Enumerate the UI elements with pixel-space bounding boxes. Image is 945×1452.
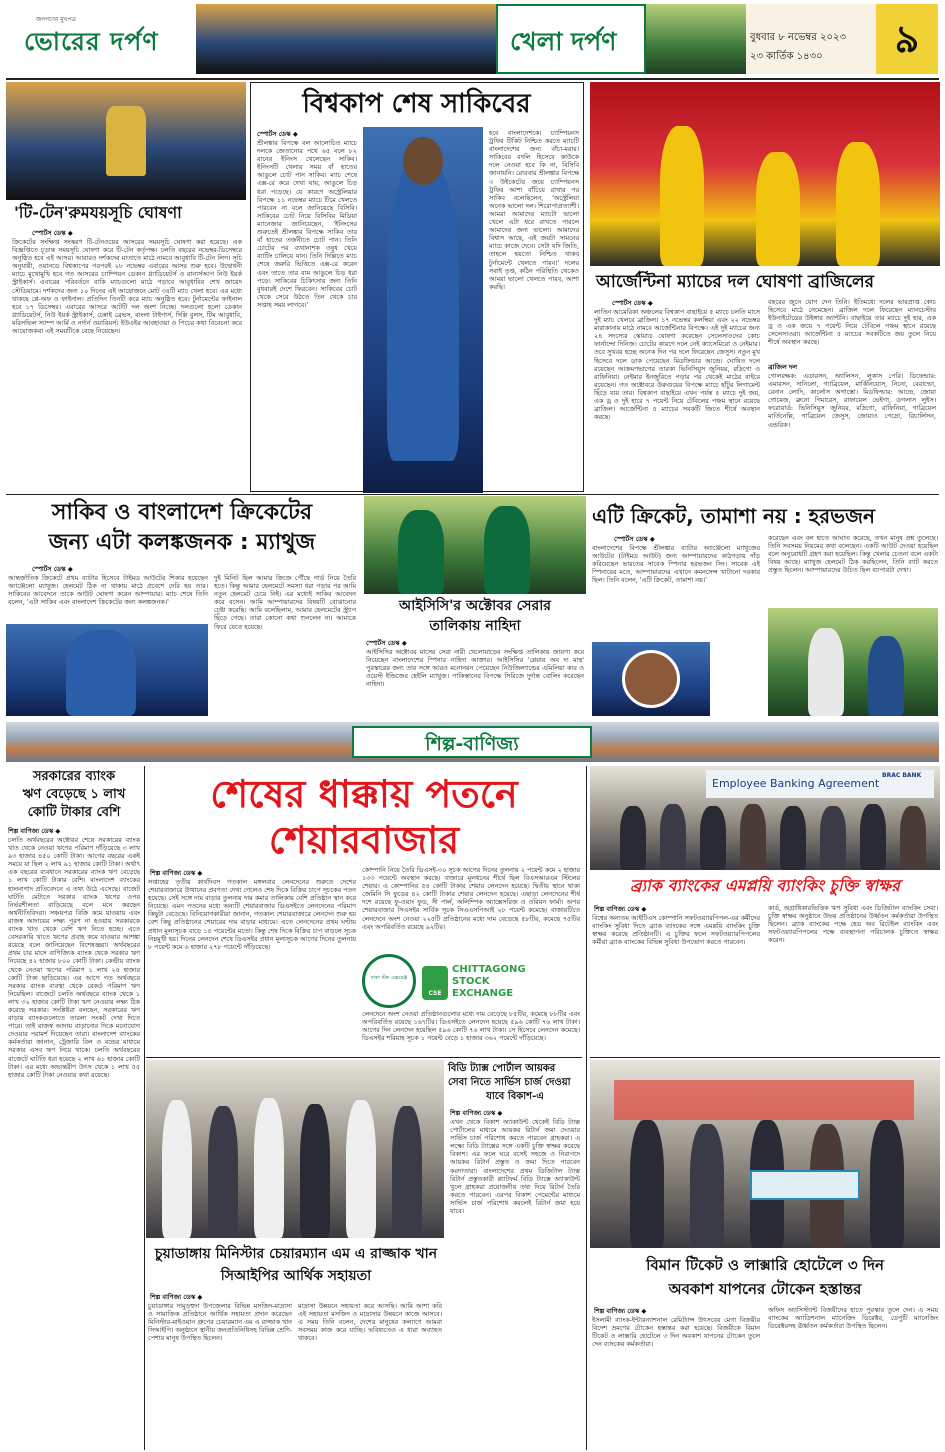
dse-logo — [362, 954, 416, 1008]
harbhajan-col-1: বাংলাদেশের বিপক্ষে শ্রীলঙ্কার ব্যাটার অ্যাঞ্জেলো ম্যাথুজের আউটের (টাইমড আউট) জন্য আম্পায়ারদের কাঠগড়ায় দাঁড় করিয়েছেন ভারতের সাবেক স্পিনার হরভজন সিং। সাবেক এই স্পিনারের মতে, আম্পায়ারদের এখানে কমনসেন্স খাটানো দরকার ছিল। তিনি বলেন, 'এটি ক্রিকেট, তামাশা নয়।' — [592, 544, 760, 585]
article-bkash — [448, 1060, 582, 1450]
person-1 — [620, 806, 646, 870]
brazil-squad: গোলরক্ষক: এডারসন, অ্যালিসন, লুকাস পেরি। ডিফেন্ডার: এমারসন, দানিলো, গ্যাব্রিয়েল, মার্কিনিয়োস, নিনো, বেরাল্ডো, রেনান লোদি, কার্লোস অগাস্তো। মিডফিল্ডার: আন্দ্রে, জোয়া গোমেজ, ব্রুনো গিমারেস, রাফায়েল ভেইগা, ডগলাস লুইস। ফরোয়ার্ড: ভিনিসিয়ুস জুনিয়র, রদ্রিগো, রাফিনিয়া, গাব্রিয়েল মার্তিনেল্লি, গাব্রিয়েল জেসুস, জোয়াও পেদ্রো, রিচার্লিসন, এন্ডরিক। — [768, 372, 936, 429]
cd-person-2 — [208, 1106, 238, 1238]
col-rule-1 — [144, 766, 145, 1450]
mathews-col-1: আন্তর্জাতিক ক্রিকেটে প্রথম ব্যাটার হিসেবে টাইমড আউটের শিকার হয়েছেন অ্যাঞ্জেলো ম্যাথুজ। হেলমেট ঠিক না থাকায় মাঠে প্রবেশে দেরি হয় তার। সাকিবের আবেদনে তাকে আউট ঘোষণা করেন আম্পায়ার। ম্যাচ শেষে তিনি বলেন, 'এটা সাকিব এবং বাংলাদেশ ক্রিকেটের জন্য কলঙ্কজনক।' — [8, 574, 208, 607]
argentina-col-1: লাতিন আমেরিকা অঞ্চলের বিশ্বকাপ বাছাইয়ে ৫ ম্যাচে চলতি মাসে দুই ম্যাচ খেলবে ব্রাজিল। ১৭ নভেম্বর কলম্বিয়া এবং ২২ নভেম্বর মারাকানায় মাঠে নামবে আর্জেন্টিনার বিপক্ষে। এই দুই ম্যাচের জন্য ২৪ সদস্যের স্কোয়াড ঘোষণা করেছেন সেলেসাওদের কোচ ফার্নান্দো দিনিজ। চোটের কারণে দলে নেই ক্যাসেমিরো ও নেইমার। তবে সুখবর হচ্ছে অনেক দিন পর দলে ফিরেছেন জেসুস। নতুন মুখ হিসেবে দলে ডাক পেয়েছেন মিডফিল্ডার আন্দ্রে। ঘোষিত দলে রয়েছেন আক্রমণভাগের তারকা ভিনিসিয়ুস জুনিয়র, রদ্রিগো ও রাফিনিয়া। নেইমার ইনজুরিতে পড়ার পর থেকেই মাঠের বাইরে রয়েছেন। গত অক্টোবরে উরুগুয়ের বিপক্ষে ম্যাচে হাঁটুর লিগামেন্ট ছিঁড়ে যায় তার। বিশ্বকাপ বাছাইয়ে এখন পর্যন্ত ৫ ম্যাচে দুই জয়, এক ড্র ও দুই হারে ৭ পয়েন্ট নিয়ে টেবিলের পঞ্চম স্থানে রয়েছে ব্রাজিল। আর্জেন্টিনা ৫ ম্যাচের সবকটি জিতে শীর্ষে অবস্থান করছে। — [594, 308, 760, 422]
brac-backdrop — [706, 770, 934, 798]
headline-chuadanga-1: চুয়াডাঙ্গায় মিনিস্টার চেয়ারম্যান এম এ রাজ্জাক খান — [154, 1246, 438, 1262]
byline-mathews: স্পোর্টস ডেস্ক ◆ — [32, 565, 73, 573]
headline-bkash-3: যাবে বিকাশ-এ — [486, 1091, 544, 1102]
photo-biman-token — [590, 1060, 940, 1248]
cd-person-4 — [300, 1104, 330, 1238]
bank-body: চলতি অর্থবছরের অক্টোবর শেষে সরকারের ব্যাংক খাত থেকে নেওয়া ঋণের পরিমাণ দাঁড়িয়েছে ৩ লাখ ৯৩ হাজার ৪৫০ কোটি টাকা। আগের বছরের একই সময়ে যা ছিল ২ লাখ ৯১ হাজার কোটি টাকা। অর্থাৎ এক বছরের ব্যবধানে সরকারের ব্যাংক ঋণ বেড়েছে ১ লাখ কোটি টাকার বেশি। বাংলাদেশ ব্যাংকের হালনাগাদ প্রতিবেদনে এ তথ্য উঠে এসেছে। বাজেট ঘাটতি মেটাতে সরকার ব্যাংক ঋণের ওপর নির্ভরশীলতা বাড়িয়েছে বলে মনে করছেন অর্থনীতিবিদরা। সঞ্চয়পত্র বিক্রি কমে যাওয়ায় এবং রাজস্ব আদায়ের লক্ষ্য পূরণ না হওয়ায় সরকারকে ব্যাংক খাত থেকে বেশি ঋণ নিতে হচ্ছে। এতে বেসরকারি খাতে ঋণের প্রবাহ কমে যাওয়ার আশঙ্কা রয়েছে বলে জানিয়েছেন বিশেষজ্ঞরা। অর্থবছরের প্রথম চার মাসে বাণিজ্যিক ব্যাংক থেকে সরকার ঋণ নিয়েছে ৪২ হাজার ৮০০ কোটি টাকা। কেন্দ্রীয় ব্যাংক থেকে নেওয়া ঋণের পরিমাণ ১ লাখ ২৫ হাজার কোটি টাকা ছাড়িয়েছে। এর আগে গত অর্থবছরে সরকার ব্যাংক ব্যবস্থা থেকে রেকর্ড পরিমাণ ঋণ নিয়েছিল। বাজেটে চলতি অর্থবছরে ব্যাংক থেকে ১ লাখ ৩২ হাজার কোটি টাকা ঋণ নেওয়ার লক্ষ্য ঠিক করেছে সরকার। সংশ্লিষ্টরা বলছেন, সরকারের ঋণ বাড়ায় ব্যাংকগুলোতে তারল্য সংকট দেখা দিতে পারে। তাই রাজস্ব আদায় বাড়ানোর দিকে মনোযোগ দেওয়ার পরামর্শ দিয়েছেন তারা। বাংলাদেশ ব্যাংকের কর্মকর্তারা জানান, ট্রেজারি বিল ও বন্ডের মাধ্যমে সরকার এসব ঋণ নিয়ে থাকে। চলতি অর্থবছরের বাজেটে ঘাটতি ধরা হয়েছে ২ লাখ ৬১ হাজার কোটি টাকা। এর মধ্যে অভ্যন্তরীণ উৎস থেকে ১ লাখ ৫৫ হাজার কোটি টাকা নেওয়ার কথা রয়েছে। — [8, 836, 140, 1079]
share-col-1: সপ্তাহের তৃতীয় কার্যদিবস গতকাল মঙ্গলবার লেনদেনের শুরুতে দেশের শেয়ারবাজারে উত্থানের প্রবণতা দেখা গেলেও শেষ দিকে বিক্রির চাপে সূচকের পতন হয়েছে। সেই সঙ্গে দাম বাড়ার তুলনায় দাম কমার তালিকায় বেশি প্রতিষ্ঠান স্থান করে নিয়েছে। এমন পতনের মধ্যে অন্যটি শেয়ারবাজার ডিএসইতে লেনদেনের পরিমাণ কিছুটা বেড়েছে। বিনিয়োগকারীরা জানান, গতকাল শেয়ারবাজারে লেনদেন শুরু হয় বেশ কিছু প্রতিষ্ঠানের শেয়ারের দাম বাড়ার মাধ্যমে। এতে লেনদেনের প্রথম ঘণ্টায় প্রধান মূল্যসূচক বাড়ে ১৫ পয়েন্টের মতো। কিন্তু শেষ দিকে বিক্রির চাপ বাড়লে সূচক নিম্নমুখী হয়। দিনের লেনদেন শেষে ডিএসইর প্রধান মূল্যসূচক আগের দিনের তুলনায় ৮ পয়েন্ট কমে ৬ হাজার ২৭৮ পয়েন্টে দাঁড়িয়েছে। — [148, 878, 356, 951]
photo-nahida — [364, 496, 586, 594]
brazil-player-3 — [836, 142, 880, 266]
masthead-photo-strip — [196, 4, 496, 74]
person-7 — [860, 804, 886, 870]
share-col-2: কোম্পানি নিয়ে তৈরি ডিএসই-৩০ সূচক আগের দিনের তুলনায় ২ পয়েন্ট কমে ২ হাজার ১৩৩ পয়েন্টে অবস্থান করছে। বাজারে মূলধনের শীর্ষে ছিল বিএসআরএম স্টিলের শেয়ার। এ কোম্পানির ৫৪ কোটি টাকার শেয়ার লেনদেন হয়েছে। দ্বিতীয় স্থানে থাকা জেমিনি সি ফুডের ৪২ কোটি টাকার শেয়ার লেনদেন হয়েছে। এছাড়া লেনদেনের শীর্ষ দশে রয়েছে ফু-ওয়াং ফুড, সী পার্ল, অলিম্পিক অ্যাক্সেসরিজ ও ওরিয়ন ফার্মা। অপর শেয়ারবাজার সিএসইর সার্বিক সূচক সিএএসপিআই ২৮ পয়েন্ট কমেছে। বাজারটিতে লেনদেনে অংশ নেওয়া ২২৫টি প্রতিষ্ঠানের মধ্যে দাম বেড়েছে ৫৮টির, কমেছে ৭৫টির এবং অপরিবর্তিত রয়েছে ৯২টির। — [362, 866, 580, 931]
article-chuadanga — [146, 1060, 444, 1450]
article-harbhajan — [592, 496, 940, 718]
headline-bank-3: কোটি টাকার বেশি — [27, 805, 121, 820]
chuadanga-col-2: মাদ্রাসা উন্নয়নে সহায়তা করে আসছি। আমি আশা করি এই সহায়তা মসজিদ ও মাদ্রাসার উন্নয়নে কাজে আসবে। এ সময় তিনি বলেন, দেশের মানুষের কল্যাণে আমরা সবসময় কাজ করে যাচ্ছি। ভবিষ্যতেও এ ধারা অব্যাহত থাকবে। — [298, 1302, 442, 1343]
photo-tten-trophy — [6, 82, 246, 200]
article-share-market — [146, 766, 582, 1056]
row-rule-1 — [6, 494, 939, 495]
brac-banner-title: Employee Banking Agreement — [712, 777, 880, 790]
photo-harbhajan — [592, 642, 710, 716]
row-rule-3 — [590, 1057, 940, 1058]
byline-chuadanga: শিল্প বাণিজ্য ডেস্ক ◆ — [150, 1293, 203, 1301]
cse-abbr: CSE — [428, 990, 442, 997]
photo-mathews — [6, 624, 208, 716]
section-title: খেলা দর্পণ — [510, 27, 617, 56]
headline-bank-1: সরকারের ব্যাংক — [32, 769, 116, 784]
person-3 — [700, 806, 726, 870]
headline-mathews-1: সাকিব ও বাংলাদেশ ক্রিকেটের — [51, 500, 313, 525]
bm-person-5 — [870, 1120, 904, 1248]
row-rule-2 — [146, 1057, 582, 1058]
cd-person-6 — [392, 1106, 422, 1238]
brazil-player-2 — [756, 152, 800, 266]
headline-brac: ব্র্যাক ব্যাংকের এমপ্লয়ি ব্যাংকিং চুক্তি স্বাক্ষর — [630, 876, 900, 895]
masthead-photo-strip-2 — [646, 4, 746, 74]
headline-mathews-2: জন্য এটা কলঙ্কজনক : ম্যাথুজ — [48, 530, 316, 555]
date-line-2: ২৩ কার্তিক ১৪৩০ — [750, 51, 823, 62]
headline-bkash-1: বিডি ট্যাক্স পোর্টাল আয়কর — [448, 1063, 556, 1074]
headline-shakib: বিশ্বকাপ শেষ সাকিবের — [302, 89, 531, 119]
headline-tten: 'টি-টেন'রুমযয়সূচি ঘোষণা — [14, 203, 182, 222]
cse-line-1: CHITTAGONG — [452, 964, 526, 975]
headline-bkash-2: সেবা নিতে সার্ভিস চার্জ দেওয়া — [448, 1077, 571, 1088]
biman-col-1: ইসলামী ব্যাংক-ইন্টারন্যাশনাল রেমিট্যান্স উৎসবের মেগা বিজয়ীর বিদেশ ভ্রমণের টোকেন হস্তান্তর করা হয়েছে। বিজয়ীকে বিমান টিকেট ও লাক্সারি হোটেলে ৩ দিন অবকাশ যাপনের টোকেন তুলে দেন ব্যাংকের কর্মকর্তারা। — [592, 1316, 760, 1349]
section-banner-shilpo — [6, 722, 939, 762]
umpire-figure — [808, 628, 844, 716]
bm-person-1 — [630, 1120, 664, 1248]
tten-body: ক্রিকেটের সংক্ষিপ্ত সংস্করণ টি-টেনওয়ের আসরের সময়সূচি ঘোষণা করা হয়েছে। এক বিজ্ঞপ্তিতে চূড়ান্ত সময়সূচি ঘোষণা করে টি-টেন কর্তৃপক্ষ। চলতি বছরের নভেম্বর-ডিসেম্বরে অনুষ্ঠিত হবে এই আসর। আবারও দর্শকদের মাতাতে মাঠে নামবে আবুধাবি টি-টেন লিগ। সূচি অনুযায়ী, ওয়ানডে বিশ্বকাপের পরপরই ২৮ নভেম্বর এবারের আসর শুরু হবে। উদ্বোধনী ম্যাচে মুখোমুখি হবে গত আসরের চ্যাম্পিয়ন ডেকান গ্ল্যাডিয়েটর্স ও রানার্সআপ নিউ ইয়র্ক স্ট্রাইকার্স। এবারের পরিবর্তনে বাকি ম্যাচগুলো মাঠে গড়াবে আবুধাবির শেখ জায়েদ স্টেডিয়ামে। দর্শকদের জন্য ১০ দিনের এই আয়োজনে মোট ৩৪টি ম্যাচ খেলা হবে। এর মধ্যে থাকছে প্লে-অফ ও ফাইনাল। প্রতিদিন তিনটি করে ম্যাচ অনুষ্ঠিত হবে। টুর্নামেন্টের ফাইনাল হবে ১৭ ডিসেম্বর। এবারের আসরে আটটি দল অংশ নিচ্ছে। দলগুলো হলো ডেকান গ্ল্যাডিয়েটর্স, নিউ ইয়র্ক স্ট্রাইকার্স, চেন্নাই ব্রেভস, বাংলা টাইগার্স, দিল্লি বুলস, টিম আবুধাবি, মরিসভিল স্যাম্প আর্মি ও নর্দার্ন ওয়ারিয়র্স। ইউএইর আবহাওয়া ও পিচের কথা বিবেচনা করে আয়োজকরা এই সময়টিকে বেছে নিয়েছেন। — [12, 238, 242, 336]
masthead-rule — [6, 78, 939, 80]
headline-share-2: শেয়ারবাজার — [268, 818, 460, 862]
player-figure — [387, 161, 459, 461]
headline-share-1: শেষের ধাক্কায় পতনে — [210, 772, 518, 816]
cse-line-3: EXCHANGE — [452, 988, 514, 999]
brac-col-1: বিশ্বের অন্যতম আইটিএস কোম্পানি সফটওয়্যারপিপল-এর কর্মীদের ব্যাংকিং সুবিধা দিতে ব্র্যাক ব্যাংকের সঙ্গে এমপ্লয়ি ব্যাংকিং চুক্তি স্বাক্ষর করেছে প্রতিষ্ঠানটি। এ চুক্তির ফলে সফটওয়্যারপিপলের কর্মীরা ব্র্যাক ব্যাংকের বিভিন্ন সুবিধা উপভোগ করতে পারবেন। — [592, 914, 760, 947]
person-2 — [660, 804, 686, 870]
shilpo-title-box — [352, 726, 592, 758]
biman-col-2: অফিস অ্যাসিস্ট্যান্ট বিজয়ীদের হাতে পুরস্কার তুলে দেন। এ সময় ব্যাংকের অ্যাডিশনাল ম্যানেজিং ডিরেক্টর, ডেপুটি ম্যানেজিং ডিরেক্টরসহ ঊর্ধ্বতন কর্মকর্তারা উপস্থিত ছিলেন। — [768, 1306, 938, 1331]
nahida-col-1: আইসিসির অক্টোবর মাসের সেরা নারী খেলোয়াড়ের সংক্ষিপ্ত তালিকায় জায়গা করে নিয়েছেন বাংলাদেশের স্পিনার নাহিদা আক্তার। আইসিসির 'প্লেয়ার অব দ্য মান্থ' পুরস্কারের জন্য তার সঙ্গে আরও মনোনয়ন পেয়েছেন নিউজিল্যান্ডের এমিলিয়া কার ও ওয়েস্ট ইন্ডিজের হেইলি ম্যাথুজ। পাকিস্তানের বিপক্ষে সিরিজে দুর্দান্ত বোলিং করেছেন নাহিদা। — [366, 648, 584, 689]
photo-shakib — [363, 127, 483, 493]
brac-col-2: কার্ড, অগ্রাধিকারভিত্তিক ঋণ সুবিধা এবং ডিজিটাল ব্যাংকিং সেবা। চুক্তি স্বাক্ষর অনুষ্ঠানে উভয় প্রতিষ্ঠানের উর্ধ্বতন কর্মকর্তারা উপস্থিত ছিলেন। ব্র্যাক ব্যাংকের পক্ষে হেড অব রিটেইল ব্যাংকিং এবং সফটওয়্যারপিপলের পক্ষে ব্যবস্থাপনা পরিচালক চুক্তিতে স্বাক্ষর করেন। — [768, 904, 938, 945]
byline-nahida: স্পোর্টস ডেস্ক ◆ — [366, 639, 407, 647]
argentina-col-2: বছরের জুনে যোগ দেন তিনি। ইতিমধ্যে দলের ভারপ্রাপ্ত কোচ হিসেবে মাঠে নেমেছেন। ব্রাজিল দলে ফিরেছেন ম্যানচেস্টার ইউনাইটেডের উইঙ্গার অ্যান্টনি। বাছাইয়ে তার ম্যাচে দুই হার, এক ড্র ও এক জয়ে ৭ পয়েন্ট নিয়ে টেবিলে পঞ্চম স্থানে রয়েছে সেলেসাওরা। আর্জেন্টিনা ৫ ম্যাচের সবকটিতে জয় তুলে নিয়ে শীর্ষে অবস্থান করছে। — [768, 298, 936, 347]
cd-person-5 — [346, 1100, 376, 1238]
person-5 — [780, 806, 806, 870]
byline-biman: শিল্প বাণিজ্য ডেস্ক ◆ — [594, 1307, 647, 1315]
brac-banner-brand: BRAC BANK — [882, 772, 922, 779]
headline-biman-2: অবকাশ যাপনের টোকেন হস্তান্তর — [668, 1280, 862, 1298]
cse-logo-mark — [422, 966, 448, 1000]
article-tten — [6, 82, 246, 492]
photo-chuadanga — [146, 1060, 444, 1238]
biman-backdrop — [614, 1080, 914, 1120]
byline-shakib: স্পোর্টস ডেস্ক ◆ — [257, 130, 298, 138]
bkash-body: এখন থেকে বিকাশ অ্যাকাউন্ট থেকেই বিডি ট্যাক্স পোর্টালের মাধ্যমে আয়কর রিটার্ন জমা দেওয়ার সার্ভিস চার্জ পরিশোধ করতে পারবেন গ্রাহকরা। এ লক্ষ্যে বিডি ট্যাক্সের সঙ্গে একটি চুক্তি স্বাক্ষর করেছে বিকাশ। এর ফলে ঘরে বসেই সহজে ও নিরাপদে আয়কর রিটার্ন প্রস্তুত ও জমা দিতে পারবেন করদাতারা। বাংলাদেশের প্রথম ডিজিটাল ট্যাক্স রিটার্ন প্রস্তুতকারী প্ল্যাটফর্ম বিডি ট্যাক্সে অ্যাকাউন্ট খুলে গ্রাহকরা প্রয়োজনীয় তথ্য দিয়ে রিটার্ন তৈরি করতে পারবেন। এরপর বিকাশ পেমেন্টের মাধ্যমে সার্ভিস চার্জ পরিশোধ করলেই রিটার্ন জমা হয়ে যাবে। — [450, 1118, 580, 1216]
newspaper-name: ভোরের দর্পণ — [24, 27, 159, 56]
page-number: ৯ — [876, 4, 938, 74]
mathews-col-2: দুই মিনিট ছিল আমার ক্রিজে পৌঁছে গার্ড নিয়ে তৈরি হতে। কিন্তু আমার হেলমেটে সমস্যা ধরা পড়ার পর আমি নতুন হেলমেট চেয়ে নিই। এর মধ্যেই সাকিব আবেদন করে বসেন। আমি আম্পায়ারদের বিষয়টি বোঝানোর চেষ্টা করেছি। আমি বলেছিলাম, আমার হেলমেটের স্ট্র্যাপ ছিঁড়ে গেছে। তারা কোনো কথা শুনলেন না। আমাকে ফিরে যেতে হয়েছে। — [214, 574, 356, 631]
col-rule-2 — [586, 766, 587, 1450]
nahida-figure-1 — [398, 510, 444, 594]
brazil-squad-label: ব্রাজিল দল — [768, 363, 798, 371]
cse-logo — [422, 962, 576, 1004]
headline-biman-1: বিমান টিকেট ও লাক্সারি হোটেলে ৩ দিন — [646, 1256, 884, 1274]
section-banner — [496, 4, 646, 74]
cse-line-2: STOCK — [452, 976, 490, 987]
masthead — [0, 0, 945, 80]
chuadanga-col-1: চুয়াডাঙ্গার দামুড়হুদা উপজেলার বিভিন্ন মসজিদ-মাদ্রাসা ও সামাজিক প্রতিষ্ঠানে আর্থিক সহায়তা প্রদান করেছেন মিনিস্টার-মাইওয়ান গ্রুপের চেয়ারম্যান এম এ রাজ্জাক খান সিআইপি। অনুষ্ঠানে স্থানীয় জনপ্রতিনিধিসহ বিভিন্ন শ্রেণি-পেশার মানুষ উপস্থিত ছিলেন। — [148, 1302, 292, 1343]
person-6 — [820, 806, 846, 870]
byline-argentina: স্পোর্টস ডেস্ক ◆ — [612, 299, 653, 307]
byline-brac: শিল্প বাণিজ্য ডেস্ক ◆ — [594, 905, 647, 913]
trophy-shape — [106, 106, 146, 176]
mathews-figure — [66, 630, 136, 716]
article-shakib — [250, 82, 584, 492]
cd-person-1 — [162, 1100, 192, 1238]
harbhajan-face — [622, 650, 680, 708]
byline-bank: শিল্প বাণিজ্য ডেস্ক ◆ — [8, 827, 61, 835]
dse-logo-text: ঢাকা স্টক এক্সচেঞ্জ — [370, 975, 408, 981]
article-nahida — [364, 496, 586, 718]
photo-brac-agreement — [590, 766, 940, 870]
headline-bank-2: ঋণ বেড়েছে ১ লাখ — [22, 787, 126, 802]
photo-brazil-players — [590, 82, 940, 266]
article-mathews — [6, 496, 358, 718]
headline-chuadanga-2: সিআইপির আর্থিক সহায়তা — [220, 1268, 372, 1284]
article-argentina — [590, 82, 940, 492]
shakib-col-2: হবে বাংলাদেশকে। চ্যাম্পিয়নস ট্রফির টিকিট নিশ্চিত করতে ম্যাচটি বাংলাদেশের জন্য বাঁচা-মরার। সাকিবের বদলি হিসেবে কাউকে দলে নেওয়া হবে কি না, বিসিবি জানায়নি। রোববার শ্রীলঙ্কার বিপক্ষে ৩ উইকেটের জয়ে চ্যাম্পিয়নস ট্রফির আশা বাঁচিয়ে রাখার পর সাকিব বলেছিলেন, 'অস্ট্রেলিয়া অনেক ভালো দল। শিরোপাপ্রত্যাশী। আমরা আমাদের ম্যাচটা ভালো খেলে এটা ধরে রাখতে পারলে আমাদের জন্য ভালো। আমাদের বিশ্বাস আছে, এই জয়টা সামনের ম্যাচে কাজে দেবে। সেটা যদি জিতি, তাহলে হয়তো নিশ্চিত থাকব টুর্নামেন্টে খেলতে পারব।' দলের সবাই তৃপ্ত, কঠিন পরিস্থিতি থেকেও আমরা ভালো খেলতে পারব, আশা করছি। — [489, 129, 579, 291]
article-brac — [590, 766, 940, 1056]
byline-tten: স্পোর্টস ডেস্ক ◆ — [32, 229, 73, 237]
share-col-3: লেনদেনে অংশ নেওয়া প্রতিষ্ঠানগুলোর মধ্যে দাম বেড়েছে ৮৫টির, কমেছে ৮৮টির এবং অপরিবর্তিত রয়েছে ১৬৭টির। ডিএসইতে লেনদেন হয়েছে ৫৯৬ কোটি ৭৬ লাখ টাকা। আগের দিন লেনদেন হয়েছিল ৫৯৬ কোটি ৭৬ লাখ টাকা। সে হিসেবে লেনদেন কমেছে। ডিএসইর শরিয়াহ সূচক ১ পয়েন্ট বেড়ে ১ হাজার ৩৬২ পয়েন্টে দাঁড়িয়েছে। — [362, 1010, 580, 1043]
headline-nahida-2: তালিকায় নাহিদা — [429, 618, 521, 634]
headline-argentina: আর্জেন্টিনা ম্যাচের দল ঘোষণা ব্রাজিলের — [596, 272, 874, 292]
bm-person-2 — [690, 1124, 724, 1248]
article-biman — [590, 1060, 940, 1450]
article-bank-loan — [6, 766, 142, 1450]
photo-umpires — [768, 608, 938, 716]
shakib-col-1: শ্রীলঙ্কার বিপক্ষে বল আলোচিত ম্যাচে দলকে জেতানোর পথে ৬৫ বলে ৮২ রানের ইনিংস খেলেছেন সাকিব। ইনিংসটি খেলার সময় বাঁ হাতের আঙুলে চোট পান সাকিব। ম্যাচ শেষে এক্স-রে করে দেখা যায়, আঙুলে চিড় ধরা পড়েছে। যে কারণে অস্ট্রেলিয়ার বিপক্ষে ১১ নভেম্বর ম্যাচে টিমে খেলতে পারবেন না বলে জানিয়েছে বিসিবি। সাকিবের চোট নিয়ে বিসিবির মিডিয়া ম্যানেজার জানিয়েছেন, 'ইনিংসের শুরুতেই শ্রীলঙ্কার বিপক্ষে সাকিব তার বাঁ হাতের তর্জনীতে চোট পান। তিনি চোটের পর ব্যথানাশক ওষুধ খেয়ে ব্যাটিং চালিয়ে যান। তিনি দিল্লিতে ম্যাচ শেষে জরুরি ভিত্তিতে এক্স-রে করেন এবং তাতে তার বাম আঙুলে চিড় ধরা পড়ে। সাকিবের চিকিৎসার জন্য তিনি বুধবারই দেশে ফিরবেন। সাকিবের চোট থেকে সেরে উঠতে তিন থেকে চার সপ্তাহ সময় লাগবে।' — [257, 139, 357, 309]
headline-harbhajan: এটি ক্রিকেট, তামাশা নয় : হরভজন — [592, 504, 875, 528]
cd-person-3 — [254, 1098, 284, 1238]
nahida-figure-2 — [484, 506, 530, 594]
brazil-player-1 — [660, 126, 704, 266]
byline-harbhajan: স্পোর্টস ডেস্ক ◆ — [614, 535, 655, 543]
player-head — [403, 137, 443, 185]
shilpo-title: শিল্প-বাণিজ্য — [425, 733, 519, 755]
token-board — [750, 1170, 860, 1200]
date-box — [746, 4, 876, 74]
batter-figure — [868, 636, 904, 716]
headline-nahida-1: আইসিসি'র অক্টোবর সেরার — [399, 598, 551, 614]
date-line-1: বুধবার ৮ নভেম্বর ২০২৩ — [750, 32, 846, 43]
person-8 — [900, 806, 926, 870]
harbhajan-col-2: করেছেন এবং বল হাতে আঘাত করেছে, তখন মানুষ প্রশ্ন তুলেছে। তিনি সবসময় নিয়মের কথা বলেছেন। একটি আউট দেওয়া হয়েছিল বলে অনুরোধটি গ্রহণ করা হয়েছিল। কিন্তু খেলার চেতনা বলে একটা বিষয় আছে। ম্যাথুজ হেলমেট ঠিক করছিলেন, তিনি ব্যাট করতে প্রস্তুত ছিলেন। আম্পায়ারদের উচিত ছিল ব্যাপারটা দেখা। — [768, 534, 938, 575]
masthead-tagline: জনগণের মুখপত্র — [36, 16, 76, 23]
byline-bkash: শিল্প বাণিজ্য ডেস্ক ◆ — [450, 1109, 503, 1117]
byline-share: শিল্প বাণিজ্য ডেস্ক ◆ — [150, 869, 203, 877]
person-4 — [740, 804, 766, 870]
